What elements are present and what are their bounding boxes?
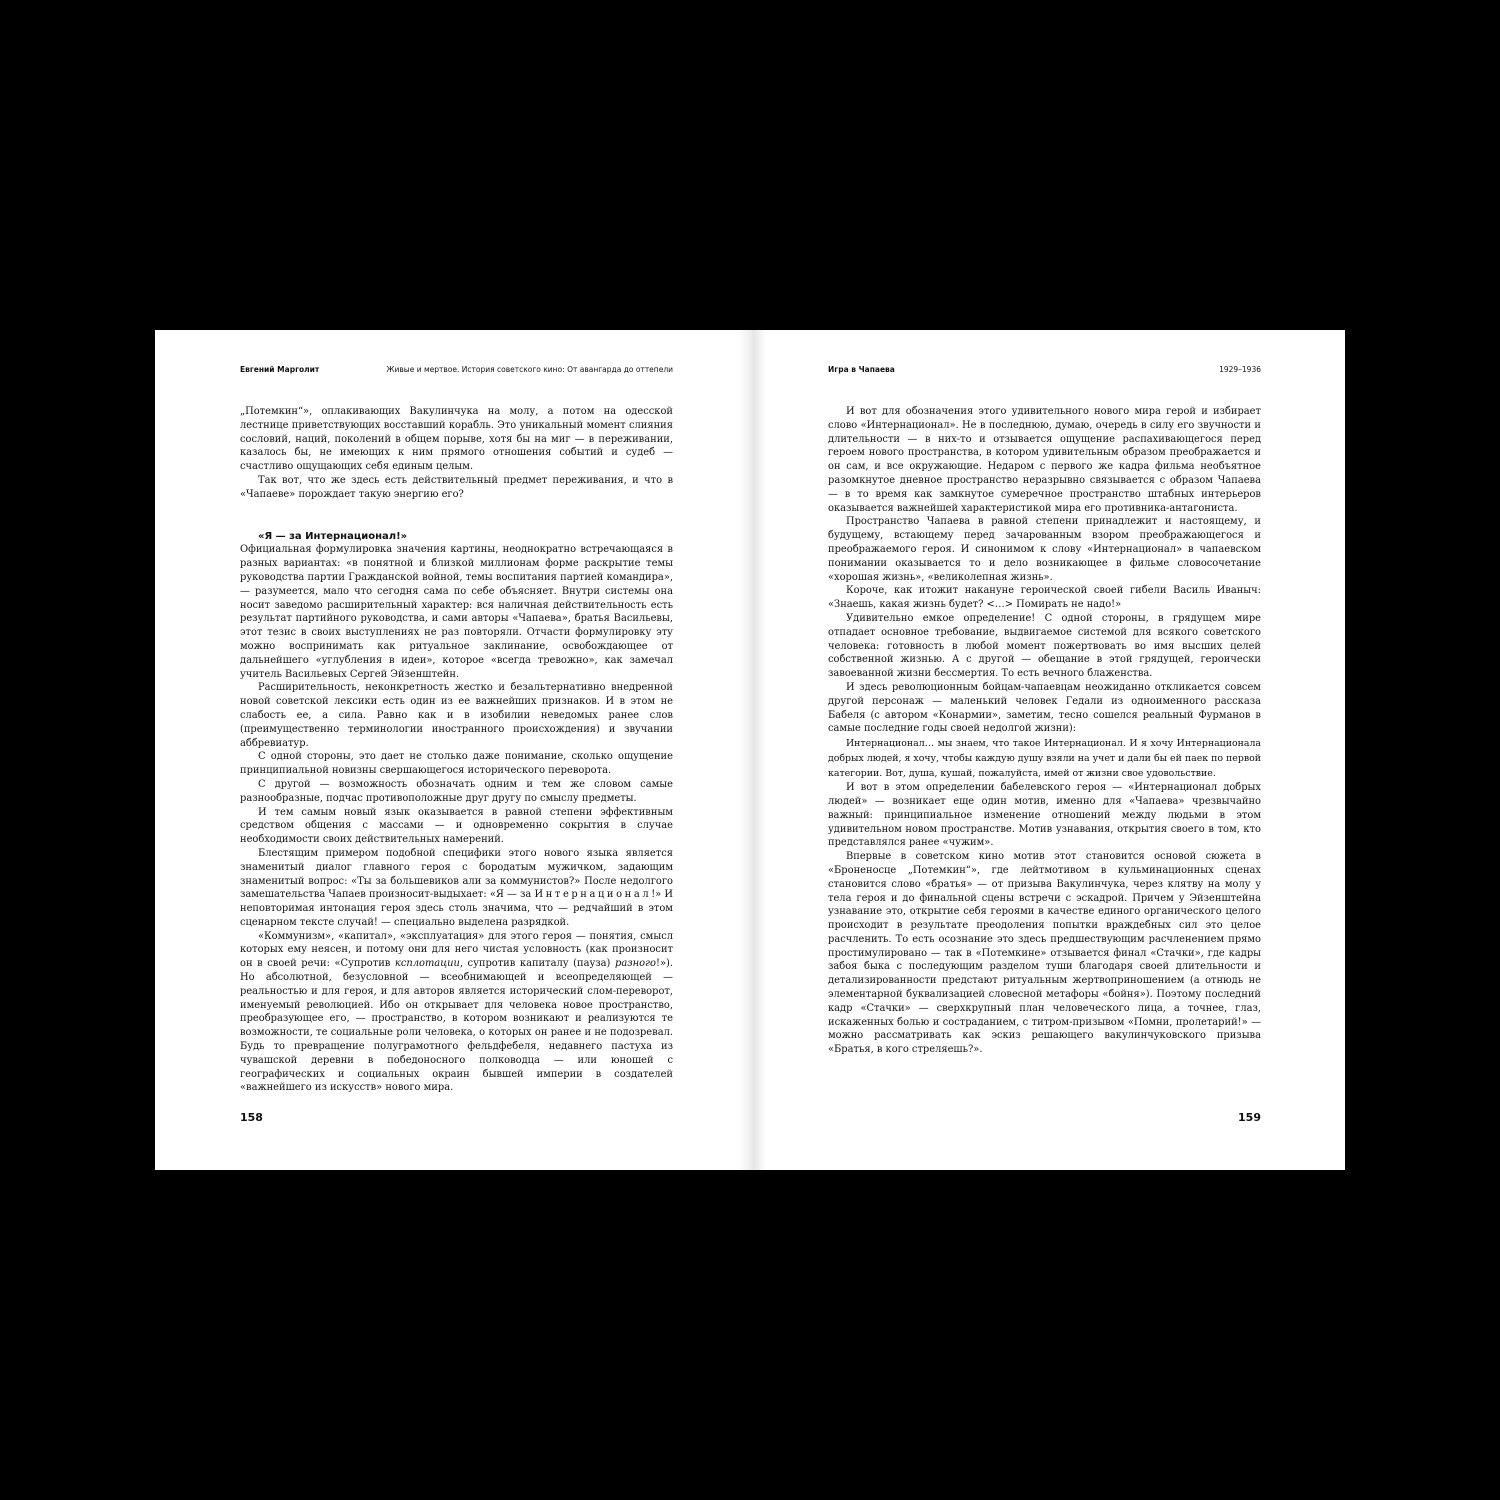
paragraph: С другой — возможность обозначать одним и тем же словом самые разнообразные, подчас противоположные друг другу по смыслу предметы. — [240, 778, 673, 804]
page-number: 159 — [1238, 1111, 1261, 1124]
running-head-title: Живые и мертвое. История советского кино: От авангарда до оттепели — [386, 365, 673, 374]
book-spread — [155, 330, 1345, 1170]
paragraph: И здесь революционным бойцам-чапаевцам неожиданно откликается совсем другой персонаж — маленький человек Гедали из одноименного рассказа Бабеля (с автором «Конармии», заметим, тесно сошелся реальный Фурманов в самые последние годы своей недолгой жизни): — [828, 681, 1261, 735]
running-head-years: 1929–1936 — [1219, 365, 1261, 374]
section-heading: «Я — за Интернационал!» — [258, 530, 408, 542]
paragraph: Удивительно емкое определение! С одной стороны, в грядущем мире отпадает основное требование, выдвигаемое системой для всякого советского человека: готовность в любой момент пожертвовать во имя высших целей собственной жизнью. А с другой — обещание в этой грядущей, героически завоеванной жизни бессмертия. То есть вечного блаженства. — [828, 612, 1261, 680]
text-run: «Коммунизм», «капитал», «эксплуатация» для этого героя — понятия, смысл которых ему неясен, и потому они для него чистая условность (как произносит он в своей речи: «Супротив — [240, 930, 673, 970]
text-run: !» И неповторимая интонация героя здесь столь значима, что — редчайший в этом сценарном тексте случай! — специально выделена разрядкой. — [240, 889, 673, 928]
paragraph — [240, 847, 673, 930]
paragraph: Впервые в советском кино мотив этот становится основой сюжета в «Броненосце „Потемкин“», где лейтмотивом в кульминационных сценах становится слово «братья» — от призыва Вакулинчука, через клятву на молу у тела героя и до финальной сцены встречи с эскадрой. Причем у Эйзенштейна узнавание это, открытие себя героями в качестве единого органического целого происходит в результате преодоления попытки враждебных сил это целое расчленить. То есть осознание это здесь предшествующим расчленением прямо простимулировано — так в «Потемкине» отзывается финал «Стачки», где кадры забоя быка с последующим разделом туши благодаря своей длительности и детализированности предстают ритуальным жертвоприношением (а отнюдь не элементарной буквализацией словесной метафоры «бойня»). Поэтому последний кадр «Стачки» — сверхкрупный план человеческого лица, а точнее, глаз, искаженных болью и состраданием, с титром-призывом «Помни, пролетарий!» — можно рассматривать как эскиз решающего вакулинчуковского призыва «Братья, в кого стреляешь?». — [828, 851, 1261, 1056]
paragraph — [240, 930, 673, 1096]
right-page-body — [828, 405, 1261, 1057]
paragraph: Расширительность, неконкретность жестко и безальтернативно внедренной новой советской лексики есть один из ее важнейших признаков. И в этом не слабость ее, а сила. Равно как и в изобилии неведомых ранее слов (преимущественно терминологии иностранного происхождения) и звучании аббревиатур. — [240, 682, 673, 749]
running-head-section: Игра в Чапаева — [828, 365, 895, 374]
spaced-word: Интернационал — [534, 889, 652, 901]
running-head-author: Евгений Марголит — [240, 365, 320, 374]
text-run: Блестящим примером подобной специфики этого нового языка является знаменитый диалог главного героя с бородатым мужичком, задающим знаменитый вопрос: «Ты за большевиков али за коммунистов?» После недолгого замешательства Чапаев произносит-выдыхает: «Я — за — [240, 847, 673, 901]
paragraph: Официальная формулировка значения картины, неоднократно встречающаяся в разных вариантах: «в понятной и близкой миллионам форме раскрытие темы руководства партии Гражданской войной, темы воспитания партией командира», — разумеется, мало что сегодня сама по себе объясняет. Внутри системы она носит заведомо расширительный характер: вся наличная действительность есть результат партийного руководства, и сами авторы «Чапаева», братья Васильевы, этот тезис в своих выступлениях не раз повторяли. Отчасти формулировку эту можно воспринимать как ритуальное заклинание, освобождающее от дальнейшего «углубления в идеи», которое «всегда тревожно», как замечал учитель Васильевых Сергей Эйзенштейн. — [240, 544, 673, 680]
right-page — [750, 330, 1345, 1170]
paragraph: Короче, как итожит накануне героической своей гибели Василь Иваныч: «Знаешь, какая жизнь будет? <…> Помирать не надо!» — [828, 585, 1261, 611]
left-page — [155, 330, 750, 1170]
paragraph: С одной стороны, это дает не столько даже понимание, сколько ощущение принципиальной новизны свершающегося исторического переворота. — [240, 751, 673, 777]
italic-word: ксплотации — [394, 958, 460, 970]
paragraph: „Потемкин“», оплакивающих Вакулинчука на молу, а потом на одесской лестнице приветствующих восставший корабль. Это уникальный момент слияния сословий, наций, поколений в общем порыве, хотя бы на миг — в переживании, казалось бы, не имеющих к ним прямого отношения событий и судеб — счастливо ощущающих себя единым целым. — [240, 406, 673, 473]
left-page-body — [240, 405, 673, 1095]
block-quote: Интернационал… мы знаем, что такое Интернационал. И я хочу Интернационала добрых людей, я хочу, чтобы каждую душу взяли на учет и дали бы ей паек по первой категории. Вот, душа, кушай, пожалуйста, имей от жизни свое удовольствие. — [828, 738, 1261, 780]
paragraph: И тем самым новый язык оказывается в равной степени эффективным средством общения с массами — и одновременно сокрытия в случае необходимости своих действительных намерений. — [240, 806, 673, 846]
paragraph: И вот для обозначения этого удивительного нового мира герой и избирает слово «Интернационал». Не в последнюю, думаю, очередь в силу его звучности и длительности — в них-то и отзывается ощущение распахивающегося перед героем нового пространства, в котором удивительным образом преображается и он сам, и все окружающие. Недаром с первого же кадра фильма необъятное разомкнутое дневное пространство неразрывно связывается с образом Чапаева — в то время как замкнутое сумеречное пространство штабных интерьеров оказывается важнейшей характеристикой мира его противника-антагониста. — [828, 406, 1261, 514]
paragraph: Так вот, что же здесь есть действительный предмет переживания, и что в «Чапаеве» порождает такую энергию его? — [240, 474, 673, 500]
page-number: 158 — [240, 1111, 263, 1124]
paragraph: Пространство Чапаева в равной степени принадлежит и настоящему, и будущему, встающему перед зачарованным взором преображающегося и преображаемого героя. И синонимом к слову «Интернационал» в чапаевском понимании оказывается то и дело возникающее в фильме словосочетание «хорошая жизнь», «великолепная жизнь». — [828, 516, 1261, 583]
paragraph: И вот в этом определении бабелевского героя — «Интернационал добрых людей» — возникает еще один мотив, именно для «Чапаева» чрезвычайно важный: принципиальное изменение отношений между людьми в этом удивительном новом пространстве. Мотив узнавания, открытия своего в том, кто представлялся ранее «чужим». — [828, 782, 1261, 849]
text-run: , супротив капиталу (пауза) — [459, 958, 615, 970]
italic-word: разного — [615, 958, 656, 970]
text-run: !»). Но абсолютной, безусловной — всеобнимающей и всеопределяющей — реальностью и для героя, и для авторов является исторический слом-переворот, именуемый революцией. Ибо он открывает для человека новое пространство, преобразующее его, — пространство, в котором возникают и реализуются те возможности, те социальные роли человека, о которых он ранее и не подозревал. Будь то превращение полуграмотного фельдфебеля, недавнего пастуха из чувашской деревни в победоносного полководца — или юношей с географических и социальных окраин бывшей империи в создателей «важнейшего из искусств» нового мира. — [240, 958, 673, 1094]
